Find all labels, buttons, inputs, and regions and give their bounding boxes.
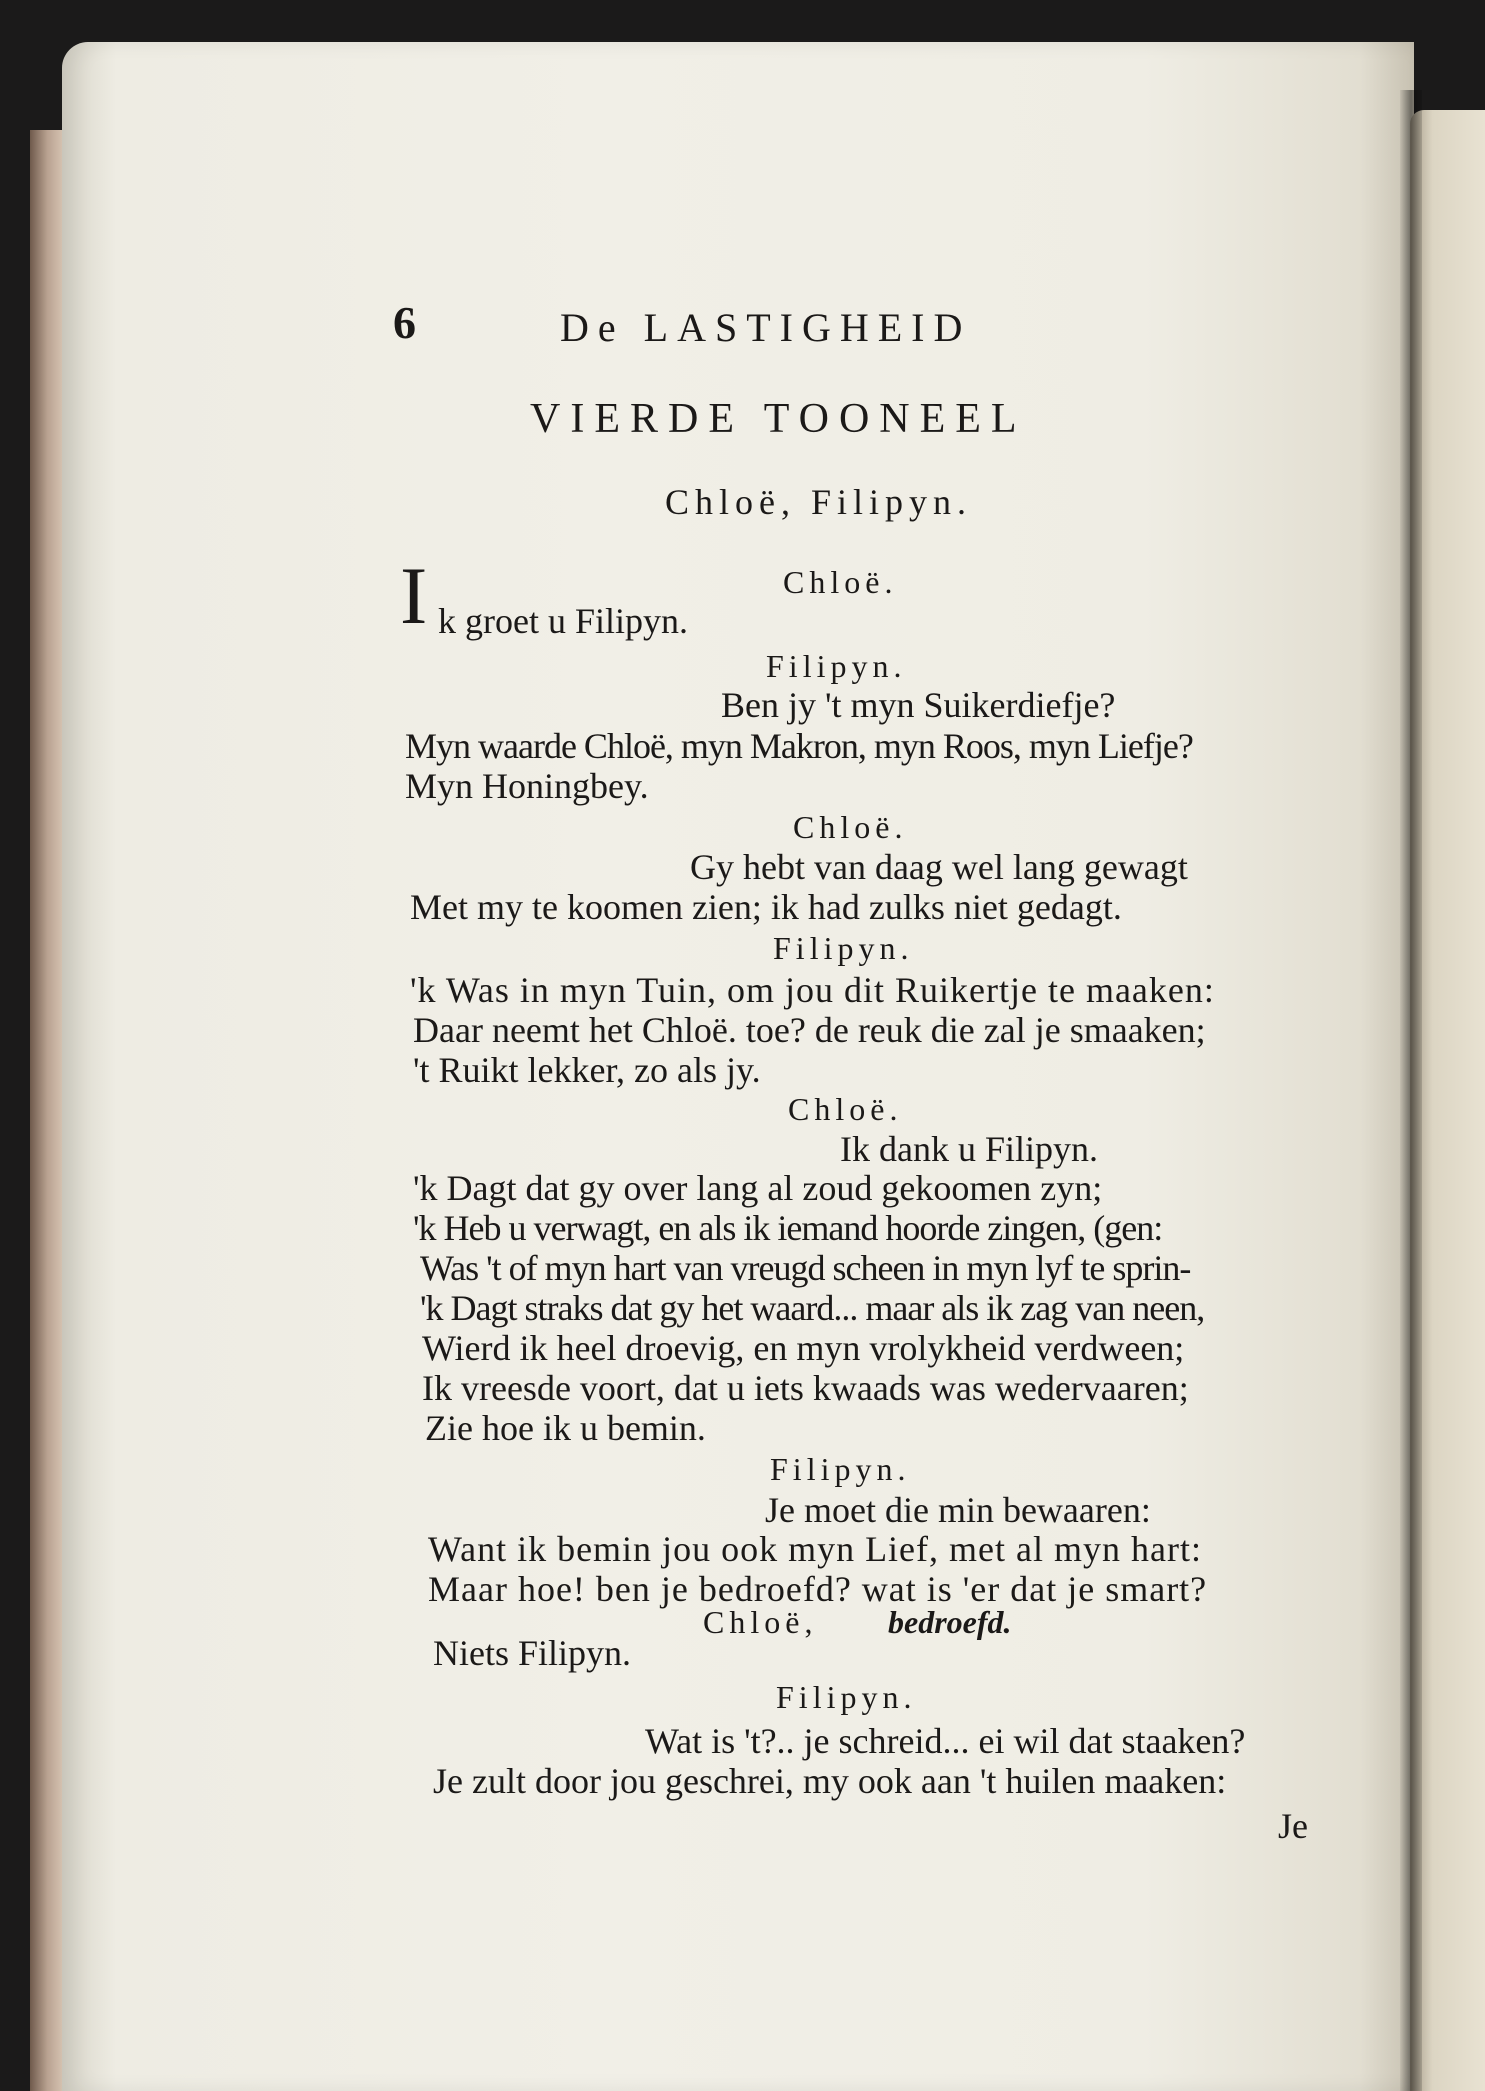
stage-direction: bedroefd. (888, 1604, 1012, 1640)
verse-line: Wierd ik heel droevig, en myn vrolykheid verdween; (422, 1328, 1185, 1368)
verse-line: Ik dank u Filipyn. (840, 1129, 1098, 1169)
speaker-label: Filipyn. (766, 648, 907, 684)
running-title: De LASTIGHEID (560, 305, 972, 350)
speaker-label: Chloë. (783, 564, 898, 600)
page-gutter-shadow (1400, 90, 1422, 2091)
verse-line: Je zult door jou geschrei, my ook aan 't huilen maaken: (433, 1761, 1227, 1801)
verse-line: Maar hoe! ben je bedroefd? wat is 'er dat je smart? (428, 1569, 1208, 1609)
verse-line: 'k Dagt dat gy over lang al zoud gekoomen zyn; (413, 1168, 1103, 1208)
drop-cap: I (400, 550, 428, 641)
verse-line: 'k Dagt straks dat gy het waard... maar als ik zag van neen, (420, 1288, 1205, 1328)
page-number: 6 (393, 297, 416, 348)
verse-line: 'k Heb u verwagt, en als ik iemand hoorde zingen, (gen: (413, 1208, 1163, 1248)
verse-line: 'k Was in myn Tuin, om jou dit Ruikertje te maaken: (410, 970, 1215, 1010)
speaker-label: Chloë. (788, 1091, 903, 1127)
verse-line: Niets Filipyn. (433, 1633, 632, 1673)
verse-line: Met my te koomen zien; ik had zulks niet gedagt. (410, 887, 1122, 927)
catchword: Je (1278, 1806, 1308, 1846)
speaker-label: Filipyn. (773, 930, 914, 966)
verse-line: k groet u Filipyn. (438, 601, 688, 641)
verse-line: Daar neemt het Chloë. toe? de reuk die zal je smaaken; (413, 1010, 1206, 1050)
speaker-label: Chloë. (793, 809, 908, 845)
verse-line: Je moet die min bewaaren: (765, 1490, 1151, 1530)
verse-line: Zie hoe ik u bemin. (425, 1408, 706, 1448)
verse-line: Was 't of myn hart van vreugd scheen in myn lyf te sprin- (420, 1248, 1191, 1288)
verse-line: Ik vreesde voort, dat u iets kwaads was wedervaaren; (422, 1368, 1189, 1408)
verse-line: Myn Honingbey. (405, 766, 649, 806)
speaker-label: Filipyn. (770, 1451, 911, 1487)
scene-title: VIERDE TOONEEL (530, 396, 1027, 442)
verse-line: Wat is 't?.. je schreid... ei wil dat staaken? (645, 1721, 1246, 1761)
verse-line: Ben jy 't myn Suikerdiefje? (721, 685, 1116, 725)
verse-line: 't Ruikt lekker, zo als jy. (413, 1050, 761, 1090)
verse-line: Want ik bemin jou ook myn Lief, met al myn hart: (428, 1529, 1202, 1569)
verse-line: Gy hebt van daag wel lang gewagt (690, 847, 1188, 887)
speaker-label: Filipyn. (776, 1679, 917, 1715)
speaker-label: Chloë, (703, 1604, 818, 1640)
verse-line: Myn waarde Chloë, myn Makron, myn Roos, myn Liefje? (405, 726, 1193, 766)
scene-characters: Chloë, Filipyn. (665, 482, 973, 522)
